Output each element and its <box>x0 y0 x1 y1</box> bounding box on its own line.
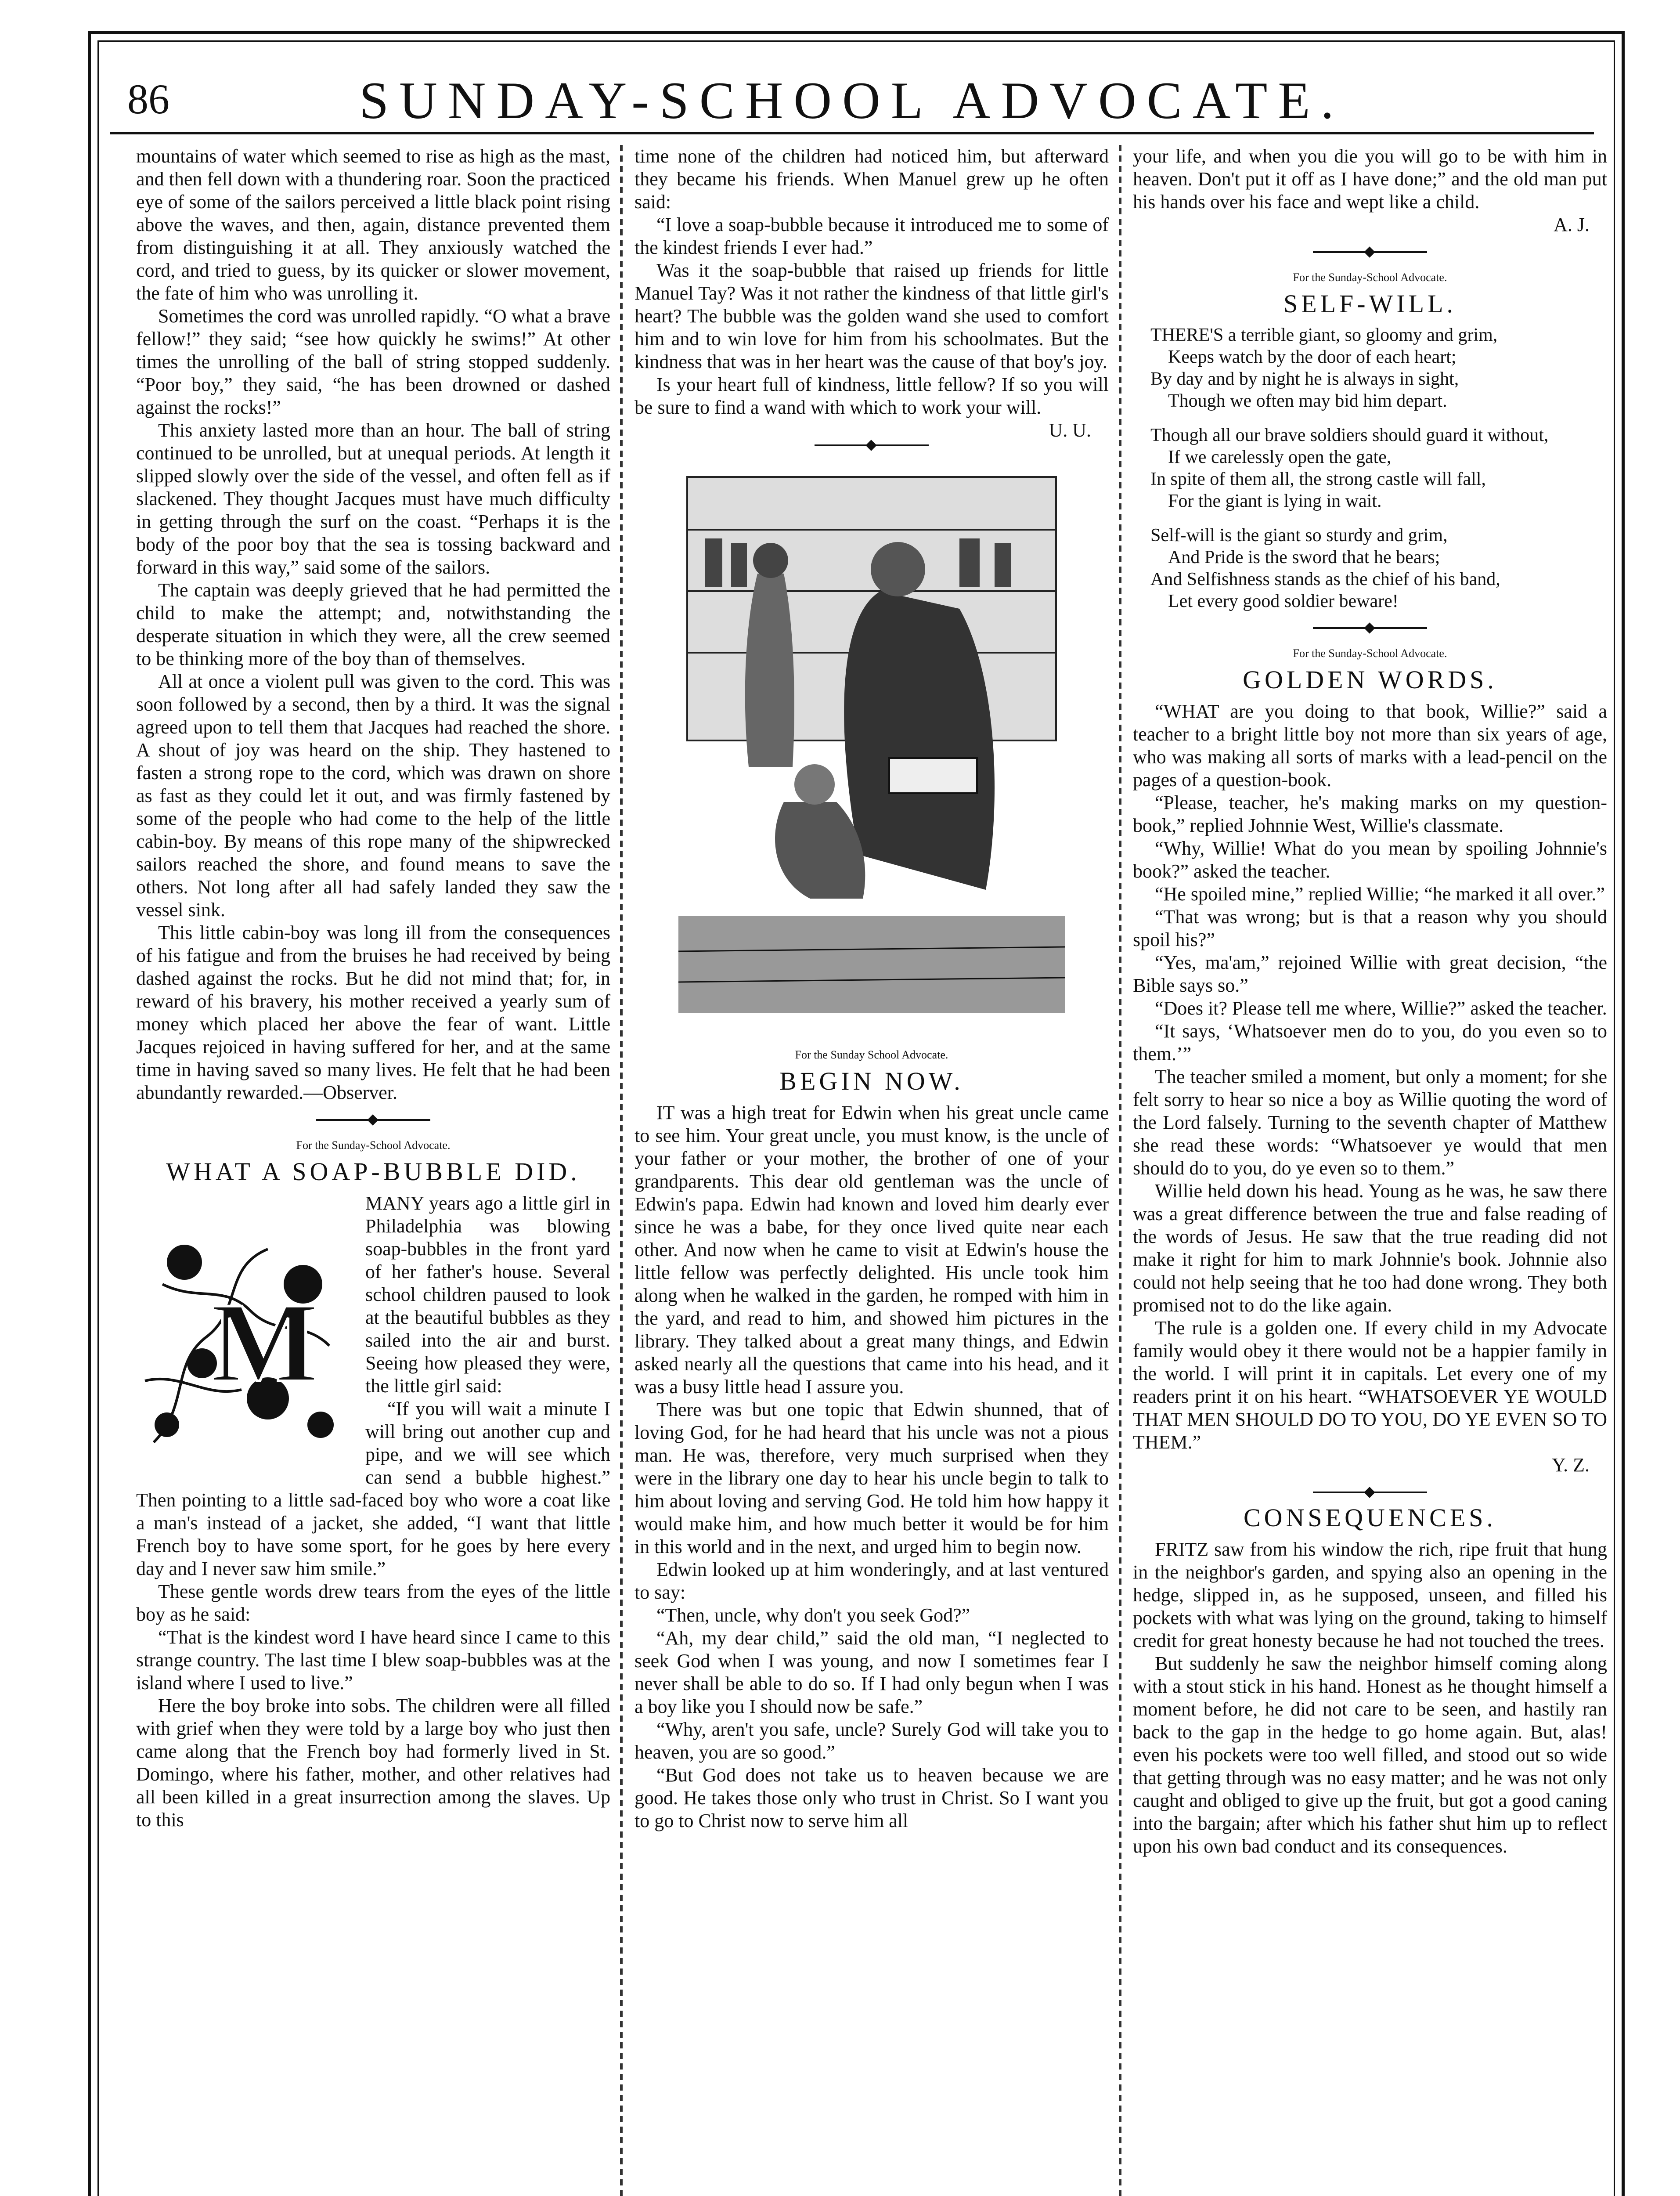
author-signature: Y. Z. <box>1552 1454 1590 1476</box>
article-credit: For the Sunday-School Advocate. <box>1293 271 1447 284</box>
poem-line: Let every good soldier beware! <box>1168 591 1399 611</box>
paragraph: Sometimes the cord was unrolled rapidly. “O what a brave fellow!” they said; “see how quickly he swims!” At other times the unrolling of the ball of string stopped suddenly. “Poor boy,” they said, “he has been drowned or dashed against the rocks!” <box>136 305 610 418</box>
section-divider <box>1313 627 1427 629</box>
svg-text:M: M <box>211 1279 319 1406</box>
paragraph: The rule is a golden one. If every child in my Advocate family would obey it there would not be a happier family in the world. I will print it in capitals. Let every one of my readers print it on his heart. “WHATSOEVER YE WOULD THAT MEN SHOULD DO TO YOU, DO YE EVEN SO TO THEM.” <box>1133 1317 1607 1453</box>
paragraph: IT was a high treat for Edwin when his great uncle came to see him. Your great uncle, you must know, is the uncle of your father or your mother, the brother of one of your grandparents. This dear old gentleman was the uncle of Edwin's papa. Edwin had known and loved him dearly ever since he was a babe, for they once lived quite near each other. And now when he came to visit at Edwin's house the little fellow was perfectly delighted. His uncle took him along when he walked in the garden, he romped with him in the yard, and read to him, and showed him pictures in the library. They talked about a great many things, and Edwin asked nearly all the questions that came into his head, and it was a busy little head I assure you. <box>635 1102 1109 1398</box>
paragraph: “Yes, ma'am,” rejoined Willie with great decision, “the Bible says so.” <box>1133 952 1607 996</box>
paragraph: Is your heart full of kindness, little fellow? If so you will be sure to find a wand with which to work your will. <box>635 374 1109 418</box>
paragraph: your life, and when you die you will go to be with him in heaven. Don't put it off as I have done;” and the old man put his hands over his face and wept like a child. <box>1133 145 1607 213</box>
paragraph: Here the boy broke into sobs. The children were all filled with grief when they were told by a large boy who just then came along that the French boy had formerly lived in St. Domingo, where his father, mother, and other relatives had all been killed in a great insurrection among the slaves. Up to this <box>136 1695 610 1831</box>
paragraph: “That was wrong; but is that a reason why you should spoil his?” <box>1133 906 1607 950</box>
paragraph: Willie held down his head. Young as he was, he saw there was a great difference between the true and false reading of the words of Jesus. He saw that the true reading did not make it right for him to mark Johnnie's book. Johnnie also could not help seeing that he too had done wrong. They both promised not to do the like again. <box>1133 1180 1607 1316</box>
paragraph: “It says, ‘Whatsoever men do to you, do you even so to them.’” <box>1133 1020 1607 1065</box>
poem <box>1150 324 1607 612</box>
author-signature: A. J. <box>1554 214 1590 235</box>
article-heading: CONSEQUENCES. <box>1243 1503 1497 1532</box>
paragraph: time none of the children had noticed him, but afterward they became his friends. When Manuel grew up he often said: <box>635 145 1109 213</box>
paragraph: The teacher smiled a moment, but only a moment; for she felt sorry to hear so nice a boy as Willie quoting the word of the Lord falsely. Turning to the seventh chapter of Matthew she read these words: “Whatsoever ye would that men should do to you, do ye even so to them.” <box>1133 1066 1607 1179</box>
paragraph: These gentle words drew tears from the eyes of the little boy as he said: <box>136 1581 610 1625</box>
section-divider <box>1313 251 1427 253</box>
paragraph: This anxiety lasted more than an hour. The ball of string continued to be unrolled, but at unequal periods. At length it slipped slowly over the side of the vessel, and often fell as if slackened. They thought Jacques must have much difficulty in getting through the surf on the coast. “Perhaps it is the body of the poor boy that the sea is tossing backward and forward in this way,” said some of the sailors. <box>136 419 610 578</box>
paragraph: “But God does not take us to heaven because we are good. He takes those only who trust in Christ. So I want you to go to Christ now to serve him all <box>635 1764 1109 1831</box>
article-heading: BEGIN NOW. <box>779 1067 964 1095</box>
paragraph: “Does it? Please tell me where, Willie?” asked the teacher. <box>1155 997 1607 1019</box>
article-credit: For the Sunday School Advocate. <box>795 1048 948 1061</box>
paragraph: “If you will wait a minute I will bring out another cup and pipe, and we will see which can send a bubble highest.” Then pointing to a little sad-faced boy who wore a coat like a man's instead of a jacket, she added, “I want that little French boy to have some sport, for he goes by here every day and I never saw him smile.” <box>136 1398 610 1579</box>
page-number: 86 <box>127 76 169 123</box>
paragraph: But suddenly he saw the neighbor himself coming along with a stout stick in his hand. Honest as he thought himself a moment before, he did not care to be seen, and hastily ran back to the gap in the hedge to go home again. But, alas! even his pockets were too well filled, and stood out so wide that getting through was no easy matter; and he was not only caught and obliged to give up the fruit, but got a good caning into the bargain; after which his father shut him up to reflect upon his own bad conduct and its consequences. <box>1133 1653 1607 1857</box>
poem-line: Though we often may bid him depart. <box>1168 391 1447 411</box>
paragraph: “That is the kindest word I have heard since I came to this strange country. The last time I blew soap-bubbles was at the island where I used to live.” <box>136 1626 610 1694</box>
paragraph: There was but one topic that Edwin shunned, that of loving God, for he had heard that his uncle was not a pious man. He was, therefore, very much surprised when they were in the library one day to hear his uncle begin to talk to him about loving and serving God. He told him how happy it would make him, and how much better it would be for him in this world and in the next, and urged him to begin now. <box>635 1399 1109 1557</box>
paragraph: “I love a soap-bubble because it introduced me to some of the kindest friends I ever had.” <box>635 214 1109 258</box>
paragraph: MANY years ago a little girl in Philadelphia was blowing soap-bubbles in the front yard of her father's house. Several school children paused to look at the beautiful bubbles as they sailed into the air and burst. Seeing how pleased they were, the little girl said: <box>365 1192 610 1397</box>
page-header <box>110 66 1594 132</box>
column-divider <box>620 145 623 2196</box>
paragraph: “WHAT are you doing to that book, Willie?” said a teacher to a bright little boy not more than six years of age, who was making all sorts of marks with a lead-pencil on the pages of a question-book. <box>1133 701 1607 791</box>
paragraph: This little cabin-boy was long ill from the consequences of his fatigue and from the bruises he had received by being dashed against the rocks. But he did not mind that; for, in reward of his bravery, his mother received a yearly sum of money which placed her above the fear of want. Little Jacques rejoiced in having suffered for her, and at the same time in having saved so many lives. He felt that he had been abundantly rewarded.—Observer. <box>136 922 610 1103</box>
masthead: SUNDAY-SCHOOL ADVOCATE. <box>359 71 1345 130</box>
poem-line: Self-will is the giant so sturdy and grim, <box>1150 525 1448 545</box>
paragraph: “He spoiled mine,” replied Willie; “he marked it all over.” <box>1155 883 1605 905</box>
header-rule <box>110 132 1594 134</box>
paragraph: FRITZ saw from his window the rich, ripe fruit that hung in the neighbor's garden, and spying also an opening in the hedge, slipped in, as he supposed, unseen, and filled his pockets with what was lying on the ground, taking to himself credit for great honesty because he had not touched the trees. <box>1133 1539 1607 1651</box>
column-2 <box>635 145 1109 1832</box>
section-divider <box>1313 1492 1427 1493</box>
article-heading: GOLDEN WORDS. <box>1243 665 1497 694</box>
paragraph: “Why, aren't you safe, uncle? Surely God will take you to heaven, you are so good.” <box>635 1719 1109 1763</box>
paragraph: mountains of water which seemed to rise as high as the mast, and then fell down with a thundering roar. Soon the practiced eye of some of the sailors perceived a little black point rising above the waves, and then, again, distance prevented them from distinguishing it at all. They anxiously watched the cord, and tried to guess, by its quicker or slower movement, the fate of him who was unrolling it. <box>136 145 610 304</box>
poem-line: Keeps watch by the door of each heart; <box>1168 347 1456 367</box>
poem-line: THERE'S a terrible giant, so gloomy and grim, <box>1150 325 1498 345</box>
poem-line: For the giant is lying in wait. <box>1168 491 1382 511</box>
paragraph: “Then, uncle, why don't you seek God?” <box>656 1604 970 1626</box>
poem-line: And Pride is the sword that he bears; <box>1168 547 1440 567</box>
section-divider <box>316 1119 430 1121</box>
ornamental-initial-illustration <box>136 1196 356 1469</box>
paragraph: “Please, teacher, he's making marks on my question-book,” replied Johnnie West, Willie's classmate. <box>1133 792 1607 836</box>
poem-line: And Selfishness stands as the chief of his band, <box>1150 569 1500 589</box>
poem-line: If we carelessly open the gate, <box>1168 447 1392 467</box>
column-3 <box>1133 145 1607 1858</box>
poem-line: Though all our brave soldiers should guard it without, <box>1150 425 1549 445</box>
article-heading: WHAT A SOAP-BUBBLE DID. <box>166 1157 580 1186</box>
poem-line: In spite of them all, the strong castle will fall, <box>1150 469 1486 489</box>
column-divider <box>1119 145 1121 2196</box>
author-signature: U. U. <box>1049 419 1091 441</box>
paragraph: “Ah, my dear child,” said the old man, “I neglected to seek God when I was young, and now I sometimes fear I never shall be able to do so. If I had only begun when I was a boy like you I should now be safe.” <box>635 1627 1109 1717</box>
paragraph: “Why, Willie! What do you mean by spoiling Johnnie's book?” asked the teacher. <box>1133 838 1607 882</box>
paragraph: Was it the soap-bubble that raised up friends for little Manuel Tay? Was it not rather the kindness of that little girl's heart? The bubble was the golden wand she used to comfort him and to win love for him from his schoolmates. But the kindness that was in her heart was the cause of that boy's joy. <box>635 260 1109 372</box>
article-credit: For the Sunday-School Advocate. <box>296 1139 451 1152</box>
engraving-illustration <box>652 459 1091 1039</box>
paragraph: Edwin looked up at him wonderingly, and at last ventured to say: <box>635 1559 1109 1603</box>
paragraph: The captain was deeply grieved that he had permitted the child to make the attempt; and, notwithstanding the desperate situation in which they were, all the crew seemed to be thinking more of the boy than of themselves. <box>136 579 610 669</box>
poem-line: By day and by night he is always in sight, <box>1150 369 1459 389</box>
paragraph: All at once a violent pull was given to the cord. This was soon followed by a second, then by a third. It was the signal agreed upon to tell them that Jacques had reached the shore. A shout of joy was heard on the ship. They hastened to fasten a strong rope to the cord, which was drawn on shore as fast as they could let it out, and was firmly fastened by some of the people who had come to the help of the little cabin-boy. By means of this rope many of the shipwrecked sailors reached the shore, and found means to save the others. Not long after all had safely landed they saw the vessel sink. <box>136 671 610 921</box>
section-divider <box>815 444 929 446</box>
column-1 <box>136 145 610 1831</box>
article-credit: For the Sunday-School Advocate. <box>1293 647 1447 660</box>
article-heading: SELF-WILL. <box>1283 289 1457 318</box>
